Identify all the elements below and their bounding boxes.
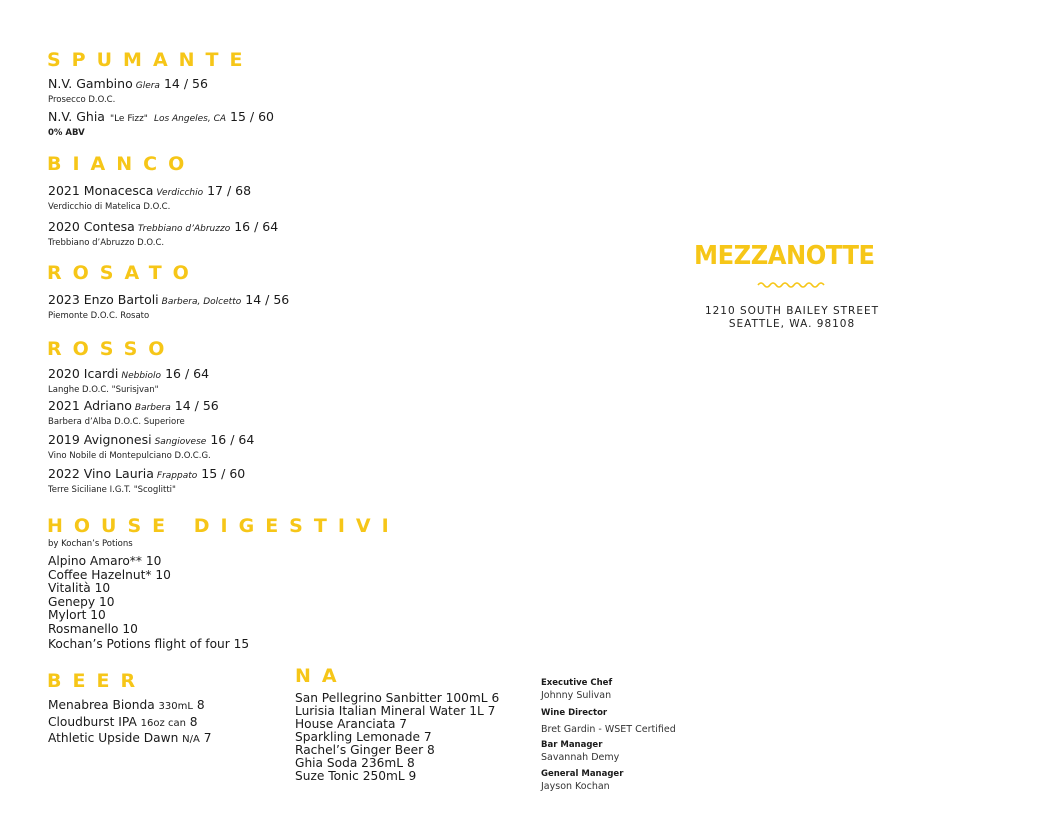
digestivi-byline: by Kochan’s Potions [48, 539, 133, 549]
wine-name: 2022 Vino Lauria [48, 466, 154, 481]
wine-price: 16 / 64 [234, 219, 279, 234]
brand-logo: MEZZANOTTE [694, 241, 875, 271]
staff-entry [541, 677, 612, 702]
list-item: Mylort 10 [48, 608, 106, 623]
wine-entry [48, 76, 208, 106]
staff-name: Savannah Demy [541, 752, 620, 763]
wine-price: 14 / 56 [163, 76, 208, 91]
wine-name: N.V. Ghia [48, 109, 105, 124]
wine-name: 2023 Enzo Bartoli [48, 292, 159, 307]
wine-variety: Sangiovese [154, 437, 207, 447]
beer-list [48, 698, 212, 748]
list-item: Kochan’s Potions flight of four 15 [48, 636, 250, 651]
list-item: Sparkling Lemonade 7 [295, 730, 432, 744]
wine-appellation: Vino Nobile di Montepulciano D.O.C.G. [48, 451, 211, 461]
wine-name: 2020 Contesa [48, 219, 135, 234]
staff-role: General Manager [541, 769, 624, 779]
wine-name: 2019 Avignonesi [48, 432, 152, 447]
wine-price: 16 / 64 [165, 366, 210, 381]
staff-role: Wine Director [541, 708, 608, 718]
wine-appellation: Barbera d’Alba D.O.C. Superiore [48, 417, 185, 427]
list-item: Athletic Upside Dawn N/A 7 [48, 731, 212, 745]
list-item: Lurisia Italian Mineral Water 1L 7 [295, 704, 496, 718]
wine-name: 2020 Icardi [48, 366, 119, 381]
wine-appellation: Langhe D.O.C. "Surisjvan" [48, 385, 159, 395]
wine-price: 15 / 60 [230, 109, 275, 124]
list-item: Vitalità 10 [48, 581, 111, 596]
address-street: 1210 SOUTH BAILEY STREET [704, 305, 880, 317]
wine-entry [48, 292, 289, 322]
list-item: Cloudburst IPA 16oz can 8 [48, 714, 198, 729]
list-item: Menabrea Bionda 330mL 8 [48, 698, 205, 712]
address-city: SEATTLE, WA. 98108 [728, 318, 856, 330]
list-item: House Aranciata 7 [295, 717, 408, 731]
section-heading-digestivi: HOUSE DIGESTIVI [47, 515, 400, 537]
address [680, 305, 904, 331]
staff-entry [541, 707, 676, 736]
wine-entry [48, 432, 254, 462]
squiggle-divider-icon [757, 281, 827, 289]
na-list [295, 692, 499, 783]
wine-price: 14 / 56 [245, 292, 290, 307]
wine-entry [48, 366, 209, 396]
wine-appellation: Verdicchio di Matelica D.O.C. [48, 202, 171, 212]
list-item: Suze Tonic 250mL 9 [295, 769, 417, 783]
digestivi-list [48, 555, 249, 651]
wine-price: 14 / 56 [174, 398, 219, 413]
wine-origin: Los Angeles, CA [153, 114, 227, 124]
section-heading-rosso: ROSSO [47, 338, 176, 360]
wine-entry [48, 219, 278, 249]
wine-variety: Barbera, Dolcetto [161, 297, 242, 307]
staff-name: Johnny Sulivan [541, 690, 612, 701]
list-item: Alpino Amaro** 10 [48, 554, 162, 568]
wine-variety: Trebbiano d’Abruzzo [137, 224, 231, 234]
wine-entry [48, 183, 251, 213]
wine-appellation: Prosecco D.O.C. [48, 95, 116, 105]
wine-variety: Frappato [156, 471, 198, 481]
wine-entry [48, 109, 274, 139]
wine-abv: 0% ABV [48, 128, 85, 138]
list-item: San Pellegrino Sanbitter 100mL 6 [295, 691, 500, 705]
staff-entry [541, 739, 619, 764]
wine-variety: Glera [135, 81, 160, 91]
staff-name: Jayson Kochan [541, 781, 610, 792]
wine-entry [48, 398, 219, 428]
wine-appellation: Trebbiano d’Abruzzo D.O.C. [48, 238, 165, 248]
staff-role: Bar Manager [541, 740, 603, 750]
section-heading-na: NA [295, 665, 348, 687]
list-item: Ghia Soda 236mL 8 [295, 756, 415, 770]
wine-variety: Barbera [134, 403, 171, 413]
staff-role: Executive Chef [541, 678, 613, 688]
wine-appellation: Terre Siciliane I.G.T. "Scoglitti" [48, 485, 176, 495]
wine-name: 2021 Adriano [48, 398, 132, 413]
wine-variety: Nebbiolo [121, 371, 162, 381]
staff-entry [541, 768, 623, 793]
section-heading-beer: BEER [47, 670, 147, 692]
list-item: Coffee Hazelnut* 10 [48, 567, 171, 582]
wine-name: N.V. Gambino [48, 76, 133, 91]
wine-variety: Verdicchio [156, 188, 204, 198]
section-heading-rosato: ROSATO [47, 262, 200, 284]
wine-name: 2021 Monacesca [48, 183, 154, 198]
list-item: Rosmanello 10 [48, 621, 138, 636]
wine-price: 17 / 68 [207, 183, 252, 198]
wine-appellation: Piemonte D.O.C. Rosato [48, 311, 150, 321]
section-heading-spumante: SPUMANTE [47, 49, 254, 71]
section-heading-bianco: BIANCO [47, 153, 196, 175]
wine-entry [48, 466, 245, 496]
list-item: Rachel’s Ginger Beer 8 [295, 743, 435, 757]
wine-price: 16 / 64 [210, 432, 255, 447]
wine-nickname: "Le Fizz" [109, 114, 148, 124]
wine-price: 15 / 60 [201, 466, 246, 481]
list-item: Genepy 10 [48, 594, 115, 609]
staff-name: Bret Gardin - WSET Certified [541, 724, 676, 735]
